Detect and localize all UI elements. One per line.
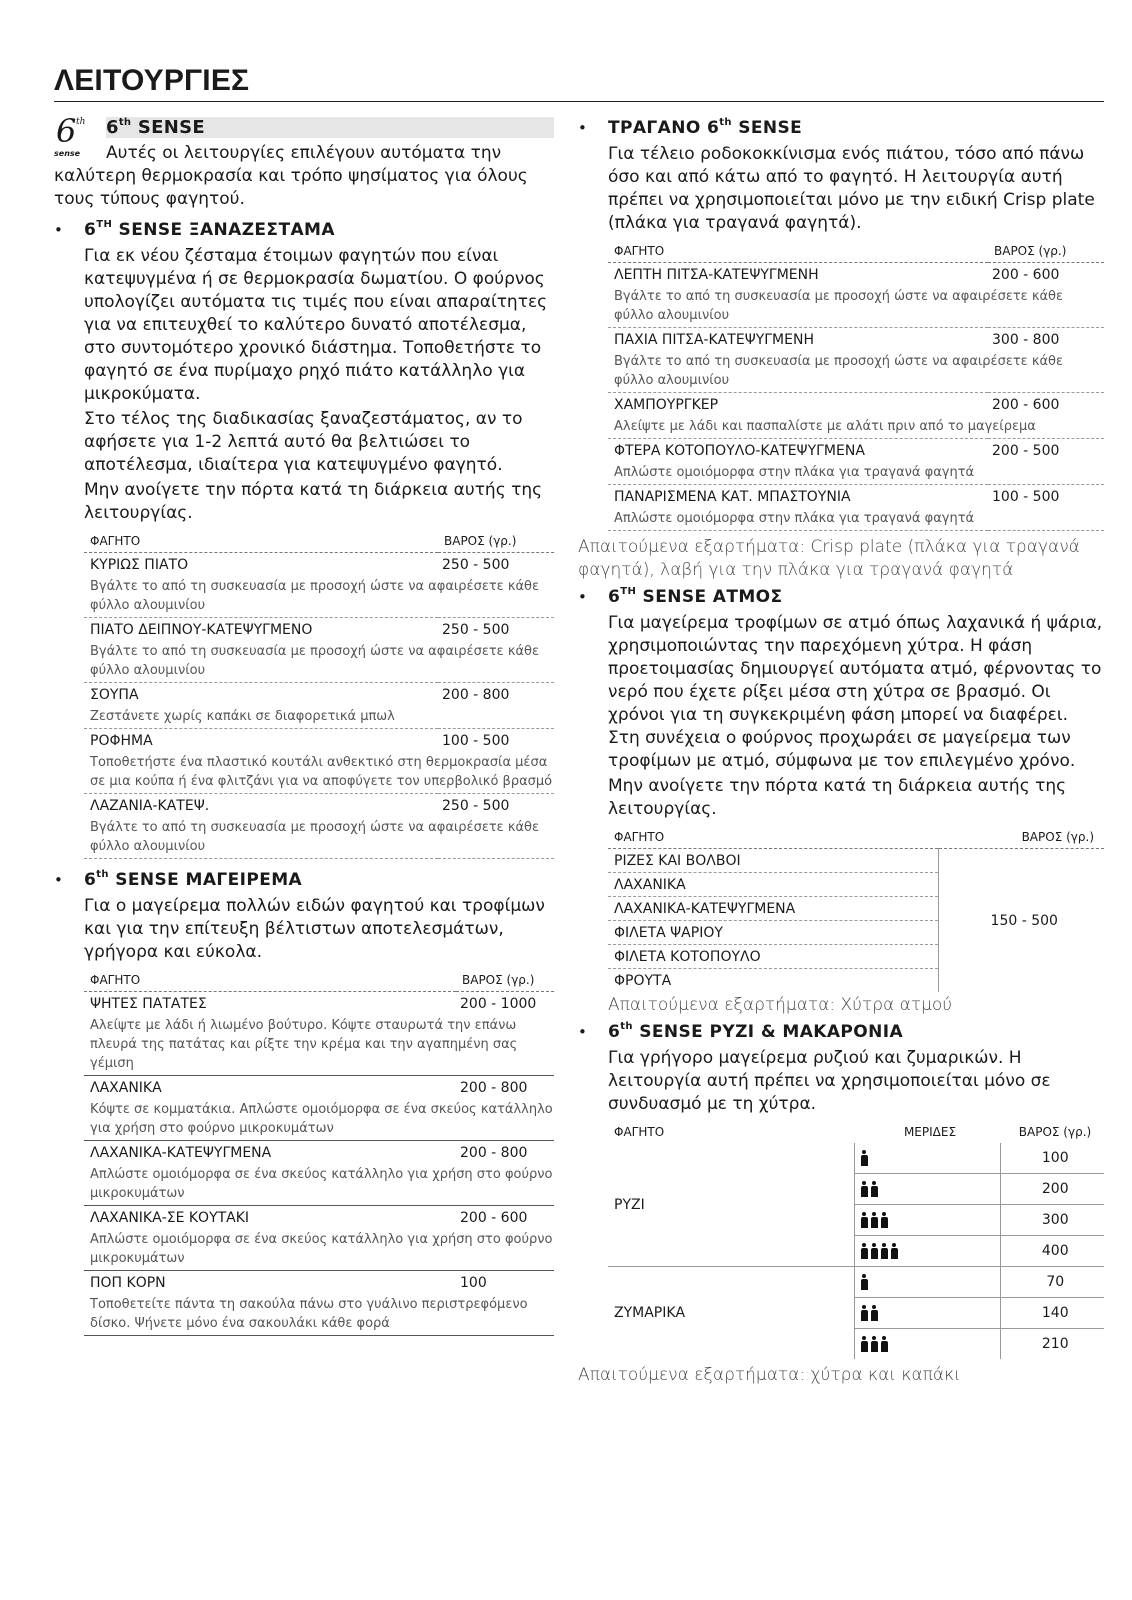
table-row-note	[84, 1165, 554, 1206]
food-name: ΛΑΧΑΝΙΚΑ-ΣΕ ΚΟΥΤΑΚΙ	[90, 1210, 250, 1226]
food-name: ΠΑΧΙΑ ΠΙΤΣΑ-ΚΑΤΕΨΥΓΜΕΝΗ	[614, 332, 814, 348]
food-name: ΚΥΡΙΩΣ ΠΙΑΤΟ	[90, 557, 189, 573]
food-weight: 200 - 500	[992, 443, 1060, 459]
person-icon	[861, 1274, 868, 1290]
crisp-desc: Για τέλειο ροδοκοκκίνισμα ενός πιάτου, τόσο από πάνω όσο και από κάτω από το φαγητό. Η λειτουργία αυτή πρέπει να χρησιμοποιείται μόνο με την ειδική Crisp plate (πλάκα για τραγανά φαγητά).	[608, 144, 1095, 233]
dish-name: ΡΥΖΙ	[608, 1143, 854, 1267]
dish-name: ΖΥΜΑΡΙΚΑ	[614, 1305, 686, 1321]
food-name: ΧΑΜΠΟΥΡΓΚΕΡ	[614, 397, 719, 413]
col-portions: ΜΕΡΙΔΕΣ	[903, 1125, 957, 1139]
person-icon	[871, 1181, 878, 1197]
food-note: Βγάλτε το από τη συσκευασία με προσοχή ώστε να αφαιρέσετε κάθε φύλλο αλουμινίου	[608, 287, 1104, 328]
food-name: ΠΙΑΤΟ ΔΕΙΠΝΟΥ-ΚΑΤΕΨΥΓΜΕΝΟ	[90, 622, 313, 638]
table-row	[84, 553, 554, 578]
portion-count	[854, 1267, 1000, 1298]
food-note: Απλώστε ομοιόμορφα σε ένα σκεύος κατάλληλο για χρήση στο φούρνο μικροκυμάτων	[84, 1230, 554, 1271]
col-food: ΦΑΓΗΤΟ	[84, 533, 438, 553]
food-weight: 100 - 500	[992, 489, 1060, 505]
rice-title: 6th SENSE ΡΥΖΙ & ΜΑΚΑΡΟΝΙΑ	[608, 1021, 904, 1042]
reheat-title: 6TH SENSE ΞΑΝΑΖΕΣΤΑΜΑ	[84, 219, 335, 240]
rice-desc: Για γρήγορο μαγείρεμα ρυζιού και ζυμαρικών. Η λειτουργία αυτή πρέπει να χρησιμοποιείται μόνο σε συνδυασμό με τη χύτρα.	[608, 1048, 1051, 1114]
table-row	[608, 263, 1104, 288]
person-icon	[861, 1243, 868, 1259]
food-weight: 100	[460, 1275, 487, 1291]
food-name: ΡΙΖΕΣ ΚΑΙ ΒΟΛΒΟΙ	[608, 849, 938, 873]
rice-section	[578, 1021, 1104, 1359]
food-name: ΦΡΟΥΤΑ	[608, 969, 938, 993]
food-name: ΛΕΠΤΗ ΠΙΤΣΑ-ΚΑΤΕΨΥΓΜΕΝΗ	[614, 267, 819, 283]
portion-weight: 140	[1000, 1298, 1104, 1329]
table-row-note	[84, 1230, 554, 1271]
page-title: ΛΕΙΤΟΥΡΓΙΕΣ	[54, 62, 1104, 102]
table-row	[84, 729, 554, 754]
table-row	[84, 794, 554, 819]
table-row	[608, 328, 1104, 353]
food-note: Απλώστε ομοιόμορφα στην πλάκα για τραγανά φαγητά	[608, 463, 1104, 485]
food-weight: 200 - 600	[992, 397, 1060, 413]
person-icon	[881, 1212, 888, 1228]
person-icon	[861, 1336, 868, 1352]
food-name: ΠΑΝΑΡΙΣΜΕΝΑ ΚΑΤ. ΜΠΑΣΤΟΥΝΙΑ	[614, 489, 851, 505]
cook-section	[54, 869, 554, 1336]
table-row-note	[84, 1295, 554, 1336]
food-note: Τοποθετείτε πάντα τη σακούλα πάνω στο γυάλινο περιστρεφόμενο δίσκο. Ψήνετε μόνο ένα σακουλάκι κάθε φορά	[84, 1295, 554, 1336]
left-column	[54, 112, 554, 1336]
food-name: ΛΑΖΑΝΙΑ-ΚΑΤΕΨ.	[90, 798, 210, 814]
table-row-note	[608, 287, 1104, 328]
cook-title: 6th SENSE ΜΑΓΕΙΡΕΜΑ	[84, 869, 303, 890]
person-icon	[861, 1181, 868, 1197]
food-weight: 250 - 500	[442, 798, 510, 814]
food-weight: 200 - 800	[442, 687, 510, 703]
reheat-table	[84, 533, 554, 859]
table-row	[84, 1141, 554, 1166]
col-weight: ΒΑΡΟΣ (γρ.)	[456, 972, 554, 992]
table-row-note	[84, 1100, 554, 1141]
person-icon	[871, 1305, 878, 1321]
food-note: Αλείψτε με λάδι και πασπαλίστε με αλάτι πριν από το μαγείρεμα	[608, 417, 1104, 439]
person-icon	[871, 1212, 878, 1228]
food-weight: 200 - 800	[460, 1145, 528, 1161]
col-food: ΦΑΓΗΤΟ	[608, 829, 938, 849]
person-icon	[861, 1305, 868, 1321]
reheat-section	[54, 219, 554, 859]
portion-weight: 400	[1000, 1236, 1104, 1267]
steam-warning: Μην ανοίγετε την πόρτα κατά τη διάρκεια αυτής της λειτουργίας.	[608, 776, 1067, 819]
food-weight: 100 - 500	[442, 733, 510, 749]
table-row-note	[84, 707, 554, 729]
portion-weight: 210	[1041, 1336, 1069, 1352]
table-row	[608, 1143, 1104, 1174]
bullet: •	[578, 1023, 587, 1041]
food-name: ΛΑΧΑΝΙΚΑ-ΚΑΤΕΨΥΓΜΕΝΑ	[608, 897, 938, 921]
table-row	[84, 992, 554, 1017]
table-row-note	[84, 818, 554, 859]
crisp-title: ΤΡΑΓΑΝΟ 6th SENSE	[608, 117, 803, 138]
food-weight: 200 - 800	[460, 1080, 528, 1096]
table-row	[608, 849, 1104, 873]
table-row	[608, 485, 1104, 510]
right-column	[578, 117, 1104, 1387]
table-row-note	[84, 753, 554, 794]
person-icon	[871, 1336, 878, 1352]
food-name: ΦΙΛΕΤΑ ΚΟΤΟΠΟΥΛΟ	[608, 945, 938, 969]
food-name: ΦΤΕΡΑ ΚΟΤΟΠΟΥΛΟ-ΚΑΤΕΨΥΓΜΕΝΑ	[614, 443, 865, 459]
food-note: Ζεστάνετε χωρίς καπάκι σε διαφορετικά μπωλ	[84, 707, 554, 729]
food-note: Κόψτε σε κομματάκια. Απλώστε ομοιόμορφα σε ένα σκεύος κατάλληλο για χρήση στο φούρνο μικροκυμάτων	[84, 1100, 554, 1141]
steam-title: 6TH SENSE ΑΤΜΟΣ	[608, 586, 783, 607]
table-row-note	[84, 1016, 554, 1076]
food-name: ΦΙΛΕΤΑ ΨΑΡΙΟΥ	[608, 921, 938, 945]
portion-count	[854, 1298, 1000, 1329]
portion-weight: 200	[1000, 1174, 1104, 1205]
cook-desc: Για ο μαγείρεμα πολλών ειδών φαγητού και τροφίμων και για την επίτευξη βέλτιστων αποτελεσμάτων, γρήγορα και εύκολα.	[84, 896, 545, 962]
food-weight: 200 - 600	[992, 267, 1060, 283]
food-note: Βγάλτε το από τη συσκευασία με προσοχή ώστε να αφαιρέσετε κάθε φύλλο αλουμινίου	[608, 352, 1104, 393]
col-food: ΦΑΓΗΤΟ	[614, 1125, 665, 1139]
portion-count	[854, 1236, 1000, 1267]
table-row-note	[84, 642, 554, 683]
crisp-table	[608, 243, 1104, 531]
portion-weight: 100	[1000, 1143, 1104, 1174]
col-food: ΦΑΓΗΤΟ	[84, 972, 456, 992]
food-note: Βγάλτε το από τη συσκευασία με προσοχή ώστε να αφαιρέσετε κάθε φύλλο αλουμινίου	[84, 818, 554, 859]
portion-weight: 70	[1000, 1267, 1104, 1298]
rice-required-accessories: Απαιτούμενα εξαρτήματα: χύτρα και καπάκι	[578, 1365, 961, 1385]
bullet: •	[54, 871, 63, 889]
table-row	[608, 393, 1104, 418]
table-row-note	[608, 463, 1104, 485]
steam-table	[608, 829, 1104, 992]
food-note: Βγάλτε το από τη συσκευασία με προσοχή ώστε να αφαιρέσετε κάθε φύλλο αλουμινίου	[84, 577, 554, 618]
food-weight: 250 - 500	[442, 622, 510, 638]
table-row-note	[84, 577, 554, 618]
steam-desc: Για μαγείρεμα τροφίμων σε ατμό όπως λαχανικά ή ψάρια, χρησιμοποιώντας την παρεχόμενη χύτρα. Η φάση προετοιμασίας δημιουργεί αυτόματα ατμό, φέρνοντας το νερό που έχετε ρίξει μέσα στη χύτρα σε βρασμό. Οι χρόνοι για τη συγκεκριμένη φάση μπορεί να διαφέρει. Στη συνέχεια ο φούρνος προχωράει σε μαγείρεμα των τροφίμων με ατμό, σύμφωνα με τον επιλεγμένο χρόνο.	[608, 613, 1103, 771]
table-row	[608, 439, 1104, 464]
food-name: ΛΑΧΑΝΙΚΑ	[608, 873, 938, 897]
portion-count	[854, 1174, 1000, 1205]
steam-section	[578, 586, 1104, 1017]
person-icon	[871, 1243, 878, 1259]
reheat-tip: Στο τέλος της διαδικασίας ξαναζεστάματος, αν το αφήσετε για 1-2 λεπτά αυτό θα βελτιώσει το αποτέλεσμα, ιδιαίτερα για κατεψυγμένο φαγητό.	[84, 409, 523, 475]
table-row	[84, 618, 554, 643]
col-weight: ΒΑΡΟΣ (γρ.)	[1018, 1125, 1092, 1139]
cook-table	[84, 972, 554, 1336]
table-row	[84, 1206, 554, 1231]
food-weight: 200 - 1000	[460, 996, 537, 1012]
table-row	[84, 683, 554, 708]
food-name: ΛΑΧΑΝΙΚΑ-ΚΑΤΕΨΥΓΜΕΝΑ	[90, 1145, 272, 1161]
reheat-warning: Μην ανοίγετε την πόρτα κατά τη διάρκεια αυτής της λειτουργίας.	[84, 480, 543, 523]
sixth-sense-logo-icon: 6 th sense	[54, 112, 86, 158]
food-name: ΡΟΦΗΜΑ	[90, 733, 153, 749]
food-weight: 250 - 500	[442, 557, 510, 573]
food-weight: 300 - 800	[992, 332, 1060, 348]
food-note: Βγάλτε το από τη συσκευασία με προσοχή ώστε να αφαιρέσετε κάθε φύλλο αλουμινίου	[84, 642, 554, 683]
portion-count	[854, 1143, 1000, 1174]
col-food: ΦΑΓΗΤΟ	[608, 243, 988, 263]
food-name: ΛΑΧΑΝΙΚΑ	[90, 1080, 162, 1096]
rice-table	[608, 1124, 1104, 1359]
food-note: Απλώστε ομοιόμορφα σε ένα σκεύος κατάλληλο για χρήση στο φούρνο μικροκυμάτων	[84, 1165, 554, 1206]
food-name: ΣΟΥΠΑ	[90, 687, 139, 703]
reheat-desc: Για εκ νέου ζέσταμα έτοιμων φαγητών που είναι κατεψυγμένα ή σε θερμοκρασία δωματίου. Ο φούρνος υπολογίζει αυτόματα τις τιμές που είναι απαραίτητες για να επιτευχθεί το καλύτερο δυνατό αποτέλεσμα, στο συντομότερο χρονικό διάστημα. Τοποθετήστε το φαγητό σε ένα πυρίμαχο ρηχό πιάτο κατάλληλο για μικροκύματα.	[84, 246, 548, 404]
bullet: •	[54, 221, 63, 239]
table-row-note	[608, 509, 1104, 531]
food-note: Τοποθετήστε ένα πλαστικό κουτάλι ανθεκτικό στη θερμοκρασία μέσα σε μια κούπα ή ένα φλιτζάνι για να αποφύγετε τον υπερβολικό βρασμό	[84, 753, 554, 794]
steam-required-accessories: Απαιτούμενα εξαρτήματα: Χύτρα ατμού	[608, 995, 953, 1015]
person-icon	[891, 1243, 898, 1259]
col-weight: ΒΑΡΟΣ (γρ.)	[938, 829, 1104, 849]
person-icon	[861, 1150, 868, 1166]
table-row	[84, 1271, 554, 1296]
food-note: Απλώστε ομοιόμορφα στην πλάκα για τραγανά φαγητά	[608, 509, 1104, 531]
person-icon	[881, 1336, 888, 1352]
food-note: Αλείψτε με λάδι ή λιωμένο βούτυρο. Κόψτε σταυρωτά την επάνω πλευρά της πατάτας και ρίξτε την κρέμα και την αγαπημένη σας γέμιση	[84, 1016, 554, 1076]
sixth-sense-intro: Αυτές οι λειτουργίες επιλέγουν αυτόματα την καλύτερη θερμοκρασία και τρόπο ψησίματος για όλους τους τύπους φαγητού.	[54, 143, 528, 209]
bullet: •	[578, 119, 587, 137]
portion-weight: 300	[1000, 1205, 1104, 1236]
crisp-required-accessories: Απαιτούμενα εξαρτήματα: Crisp plate (πλάκα για τραγανά φαγητά), λαβή για την πλάκα για τραγανά φαγητά	[578, 537, 1080, 580]
bullet: •	[578, 588, 587, 606]
portion-count	[854, 1205, 1000, 1236]
col-weight: ΒΑΡΟΣ (γρ.)	[438, 533, 554, 553]
person-icon	[881, 1243, 888, 1259]
table-row-note	[608, 417, 1104, 439]
food-weight: 150 - 500	[990, 912, 1058, 929]
table-row-note	[608, 352, 1104, 393]
crisp-section	[578, 117, 1104, 531]
portion-count	[854, 1329, 1000, 1360]
food-name: ΠΟΠ ΚΟΡΝ	[90, 1275, 166, 1291]
table-row	[608, 1267, 1104, 1298]
person-icon	[861, 1212, 868, 1228]
table-row	[84, 1076, 554, 1101]
col-weight: ΒΑΡΟΣ (γρ.)	[988, 243, 1104, 263]
food-weight: 200 - 600	[460, 1210, 528, 1226]
sixth-sense-heading: 6th SENSE	[106, 117, 554, 138]
food-name: ΨΗΤΕΣ ΠΑΤΑΤΕΣ	[90, 996, 207, 1012]
